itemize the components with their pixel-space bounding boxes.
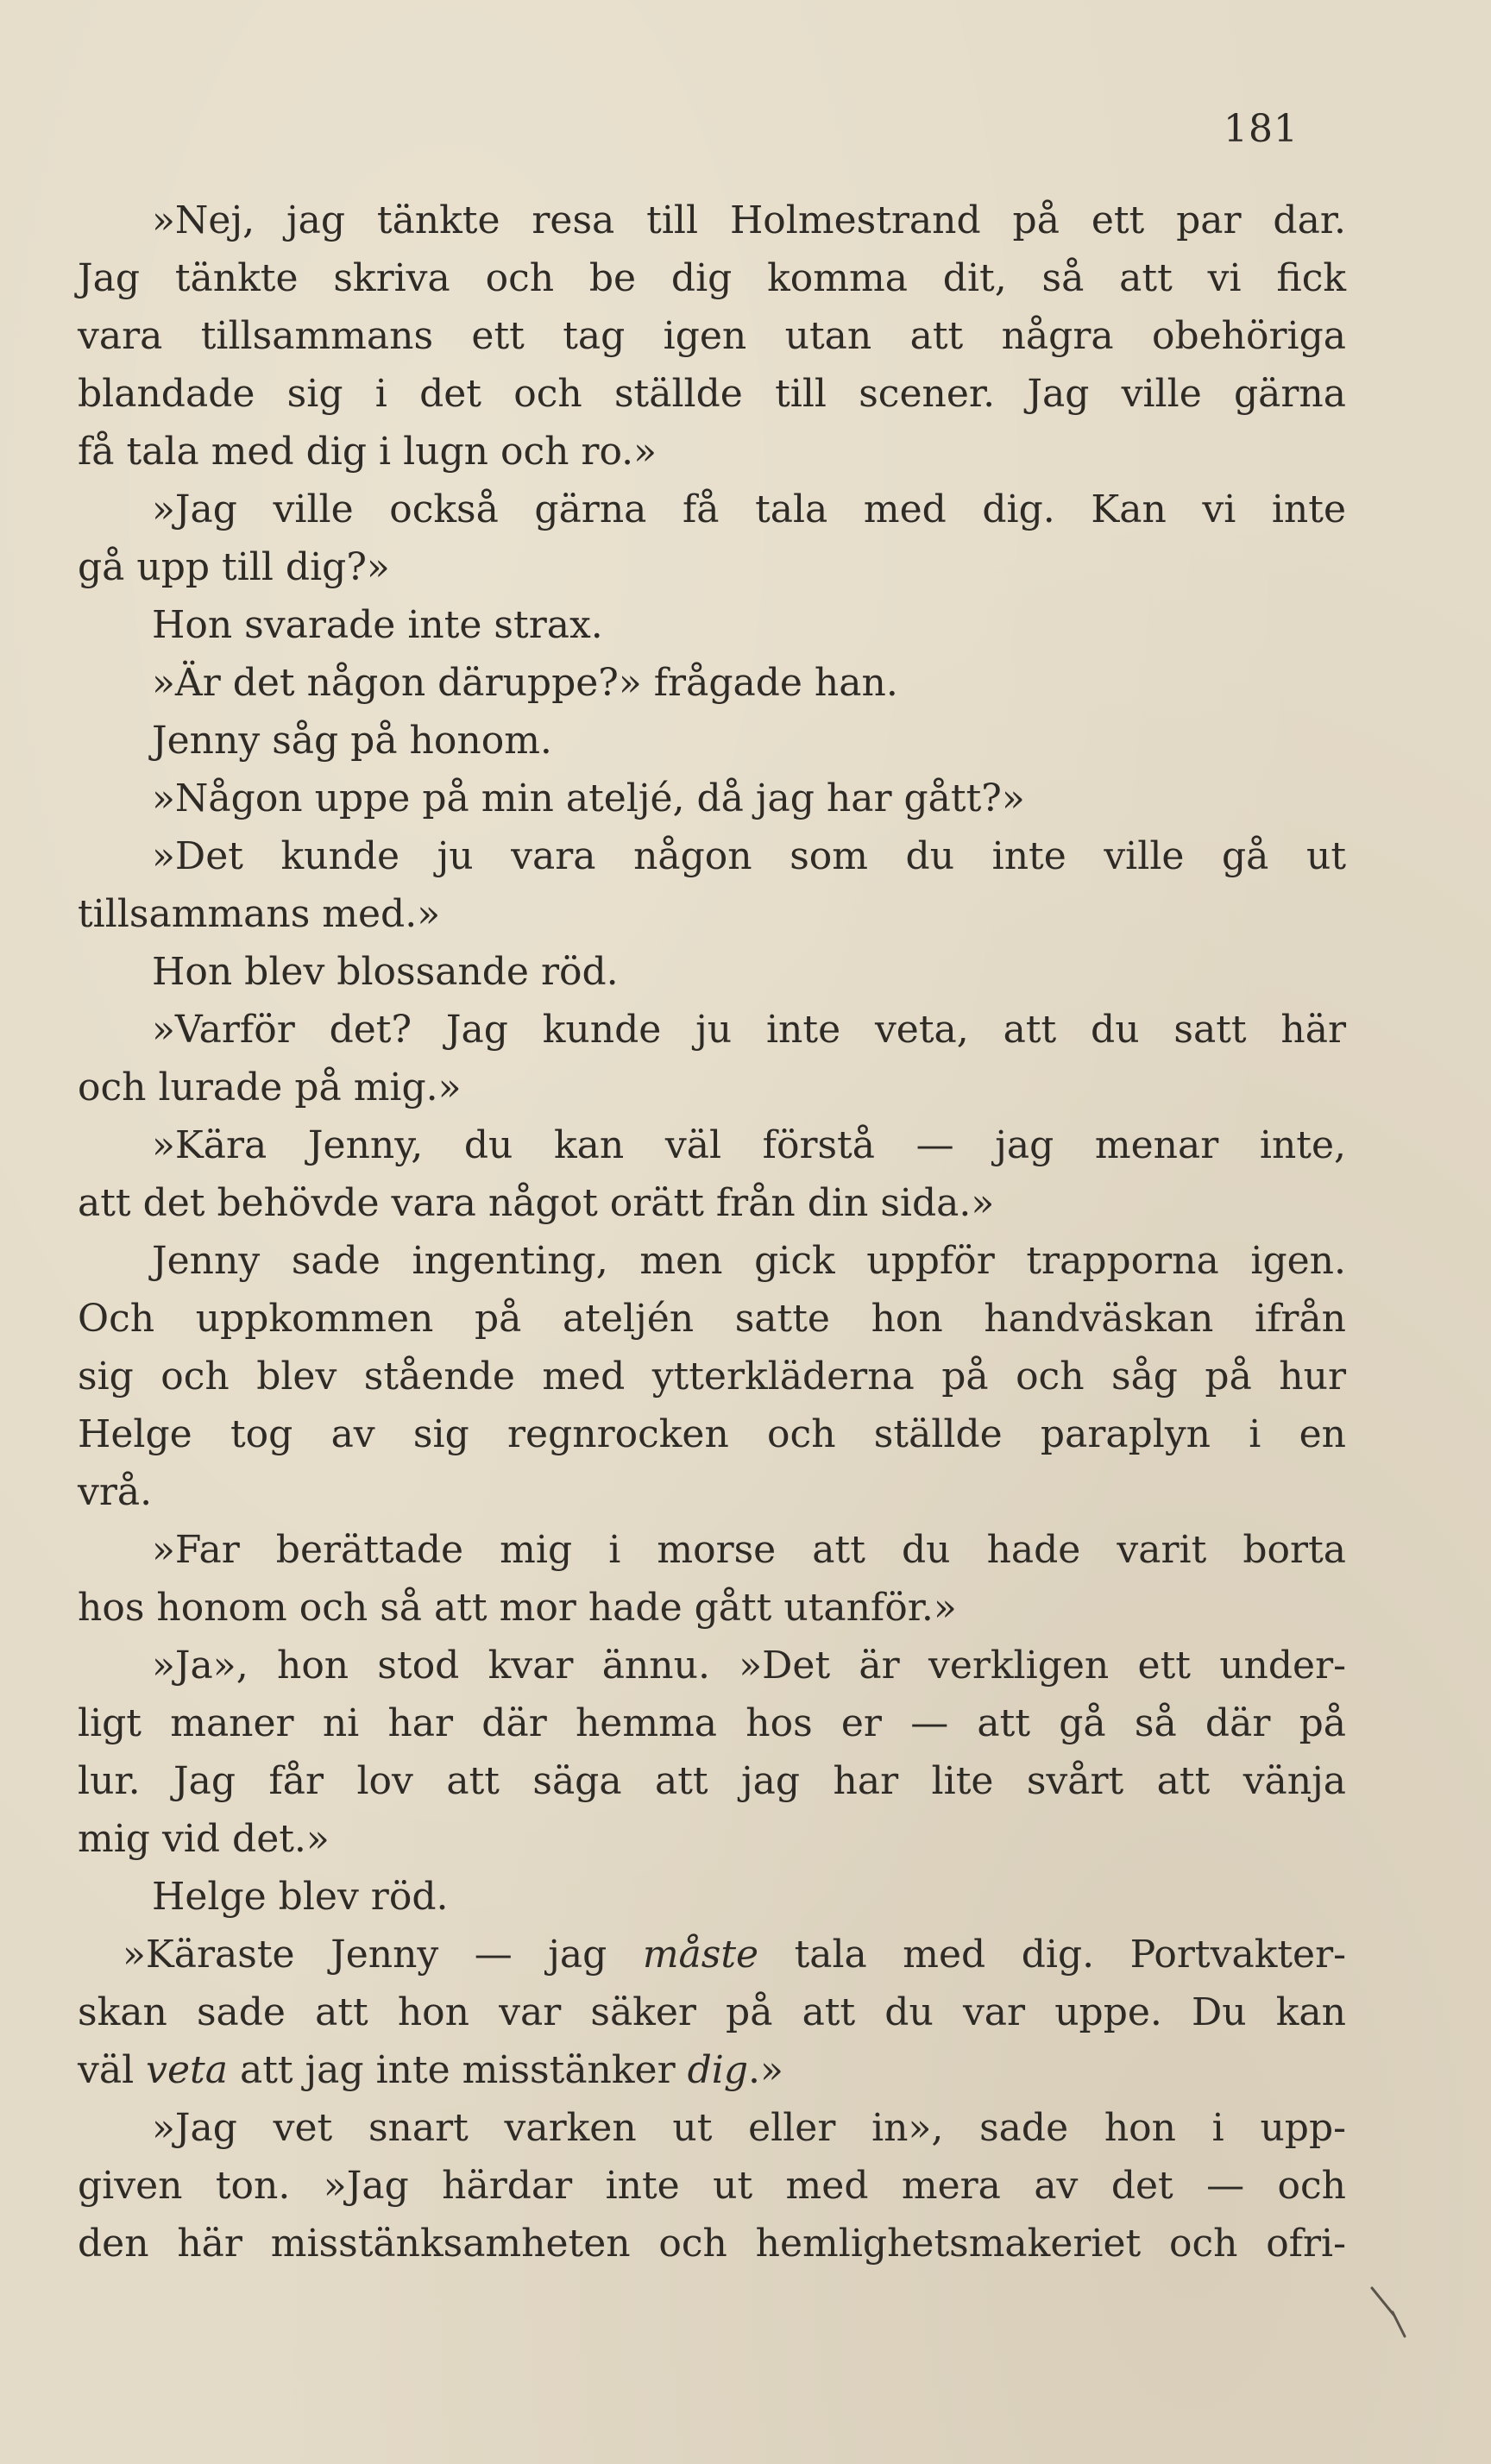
text-line	[78, 2041, 1346, 2099]
text-line: »Det kunde ju vara någon som du inte ville gå ut	[152, 834, 1346, 878]
text-segment: »Käraste Jenny — jag	[123, 1933, 643, 1977]
text-line: »Jag vet snart varken ut eller in», sade hon i upp-	[152, 2106, 1346, 2150]
text-line: »Varför det? Jag kunde ju inte veta, att du satt här	[152, 1008, 1346, 1052]
text-line: »Jag ville också gärna få tala med dig. Kan vi inte	[152, 487, 1346, 531]
text-line: given ton. »Jag härdar inte ut med mera av det — och	[78, 2164, 1346, 2208]
text-line: Jenny såg på honom.	[152, 719, 552, 763]
text-line: att det behövde vara något orätt från din sida.»	[78, 1181, 995, 1225]
body-text	[78, 192, 1346, 2272]
text-line: Och uppkommen på ateljén satte hon handväskan ifrån	[78, 1297, 1346, 1341]
text-segment: tala med dig. Portvakter-	[758, 1933, 1346, 1977]
text-line: »Är det någon däruppe?» frågade han.	[152, 661, 898, 705]
page-number: 181	[1224, 107, 1299, 151]
text-segment: väl	[78, 2048, 147, 2092]
text-line	[78, 1926, 1346, 1983]
text-line: hos honom och så att mor hade gått utanför.»	[78, 1586, 957, 1630]
text-line: »Ja», hon stod kvar ännu. »Det är verkligen ett under-	[152, 1644, 1346, 1688]
text-line: vara tillsammans ett tag igen utan att några obehöriga	[78, 314, 1346, 358]
text-line: Helge blev röd.	[152, 1875, 449, 1919]
pencil-mark	[1370, 2286, 1408, 2338]
text-line: skan sade att hon var säker på att du var uppe. Du kan	[78, 1990, 1346, 2034]
text-line: lur. Jag får lov att säga att jag har lite svårt att vänja	[78, 1759, 1346, 1803]
text-line: tillsammans med.»	[78, 892, 441, 936]
text-line: Hon blev blossande röd.	[152, 950, 619, 994]
text-line: vrå.	[78, 1470, 153, 1514]
text-line: »Kära Jenny, du kan väl förstå — jag menar inte,	[152, 1123, 1346, 1167]
text-line: få tala med dig i lugn och ro.»	[78, 430, 657, 474]
text-segment: att jag inte misstänker	[227, 2048, 688, 2092]
text-line: Hon svarade inte strax.	[152, 603, 603, 647]
text-line: »Far berättade mig i morse att du hade varit borta	[152, 1528, 1346, 1572]
text-line: den här misstänksamheten och hemlighetsmakeriet och ofri-	[78, 2222, 1346, 2266]
text-segment: .»	[748, 2048, 783, 2092]
text-line: Jenny sade ingenting, men gick uppför trapporna igen.	[152, 1239, 1346, 1283]
text-line: Jag tänkte skriva och be dig komma dit, så att vi fick	[78, 256, 1346, 300]
text-line: blandade sig i det och ställde till scener. Jag ville gärna	[78, 372, 1346, 416]
text-line: gå upp till dig?»	[78, 545, 390, 589]
text-line: mig vid det.»	[78, 1817, 330, 1861]
text-line: »Nej, jag tänkte resa till Holmestrand på ett par dar.	[152, 198, 1346, 242]
emphasis-text: måste	[642, 1933, 759, 1977]
text-line: Helge tog av sig regnrocken och ställde paraplyn i en	[78, 1412, 1346, 1456]
emphasis-text: dig	[687, 2048, 749, 2092]
text-line: »Någon uppe på min ateljé, då jag har gått?»	[152, 776, 1025, 820]
text-line: sig och blev stående med ytterkläderna på och såg på hur	[78, 1355, 1346, 1399]
text-line: ligt maner ni har där hemma hos er — att gå så där på	[78, 1701, 1346, 1745]
emphasis-text: veta	[146, 2048, 228, 2092]
text-line: och lurade på mig.»	[78, 1065, 462, 1109]
